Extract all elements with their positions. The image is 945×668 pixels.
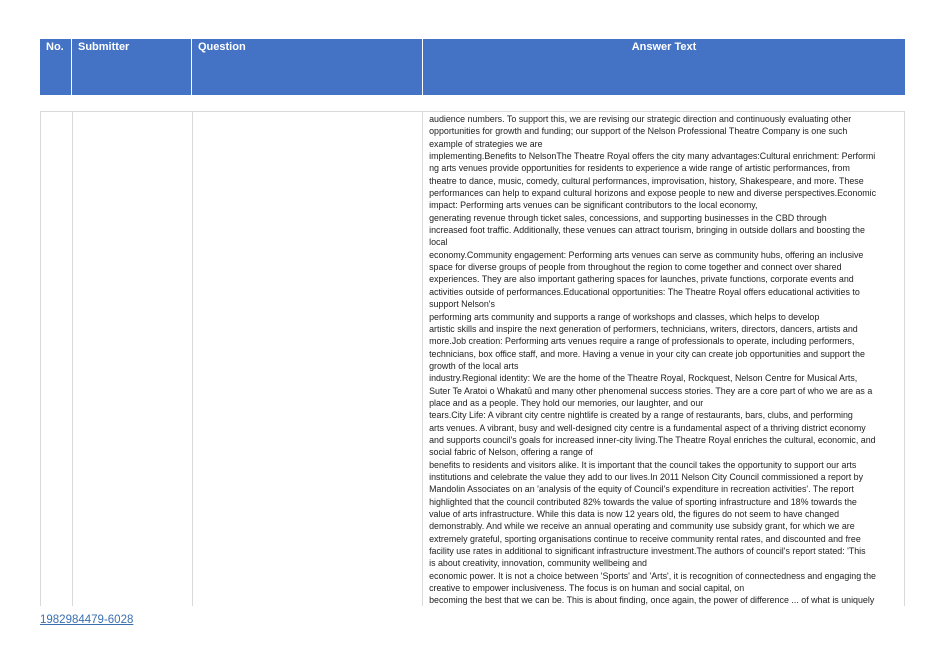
header-no: No. (40, 39, 72, 95)
header-question: Question (192, 39, 423, 95)
answer-text-line: institutions and celebrate the value they add to our lives.In 2011 Nelson City Council commissioned a report by (429, 471, 864, 482)
answer-text-line: example of strategies we are (429, 138, 543, 149)
cell-no (41, 112, 73, 606)
answer-text-line: local (429, 237, 448, 248)
answer-text-line: impact: Performing arts venues can be significant contributors to the local economy, (429, 200, 758, 211)
answer-text-line: Suter Te Aratoi o Whakatū and many other phenomenal success stories. They are a core part of who we are as a (429, 385, 873, 396)
answer-text-line: creative to empower inclusiveness. The focus is on human and social capital, on (429, 583, 745, 594)
answer-text-line: Mandolin Associates on an 'analysis of the equity of Council's expenditure in recreation activities'. The report (429, 484, 854, 495)
cell-submitter (73, 112, 193, 606)
header-submitter: Submitter (72, 39, 192, 95)
answer-text-line: social fabric of Nelson, offering a range of (429, 447, 593, 458)
answer-text-line: industry.Regional identity: We are the home of the Theatre Royal, Rockquest, Nelson Centre for Musical Arts, (429, 373, 858, 384)
answer-text-line: ng arts venues provide opportunities for residents to experience a wide range of artistic performances, from (429, 163, 850, 174)
answer-text-line: experiences. They are also important gathering spaces for launches, private functions, corporate events and (429, 274, 854, 285)
table-header (40, 39, 905, 95)
answer-text-line: economic power. It is not a choice between 'Sports' and 'Arts', it is recognition of connectedness and engaging the (429, 570, 876, 581)
answer-text-line: support Nelson's (429, 299, 495, 310)
answer-text-line: growth of the local arts (429, 360, 519, 371)
answer-text-line: benefits to residents and visitors alike. It is important that the council takes the opportunity to support our arts (429, 459, 857, 470)
table-row (40, 111, 905, 606)
answer-text-line: place and as a people. They hold our memories, our laughter, and our (429, 397, 704, 408)
answer-text-line: generating revenue through ticket sales, concessions, and supporting businesses in the CBD through (429, 212, 827, 223)
answer-text-line: technicians, box office staff, and more. Having a venue in your city can create job opportunities and support the (429, 348, 865, 359)
answer-text-line: performances can help to expand cultural horizons and expose people to new and diverse perspectives.Economic (429, 188, 877, 199)
answer-text-line: increased foot traffic. Additionally, these venues can attract tourism, bringing in outside dollars and boosting the (429, 225, 865, 236)
document-reference-link[interactable]: 1982984479-6028 (40, 614, 134, 626)
answer-text-line: performing arts community and supports a range of workshops and classes, which helps to develop (429, 311, 820, 322)
answer-text-line: value of arts infrastructure. While this data is now 12 years old, the figures do not seem to have changed (429, 509, 840, 519)
header-answer-text: Answer Text (631, 41, 697, 53)
answer-text-line: becoming the best that we can be. This is about finding, once again, the power of difference ... of what is uniquely (429, 595, 875, 606)
answer-text-line: audience numbers. To support this, we are revising our strategic direction and continuously evaluating other (429, 114, 852, 124)
answer-text-line: arts venues. A vibrant, busy and well-designed city centre is a fundamental aspect of a thriving district economy (429, 422, 866, 433)
answer-text-line: demonstrably. And while we receive an annual operating and community use subsidy grant, for which we are (429, 521, 855, 532)
answer-text-line: and supports council's goals for increased inner-city living.The Theatre Royal enriches the cultural, economic, and (429, 434, 876, 445)
answer-text-line: space for diverse groups of people from throughout the region to come together and connect over shared (429, 262, 842, 273)
answer-text-line: more.Job creation: Performing arts venues require a range of professionals to operate, including performers, (429, 336, 855, 347)
answer-text-line: highlighted that the council contributed 82% towards the value of sporting infrastructure and 18% towards the (429, 496, 857, 507)
answer-text-line: tears.City Life: A vibrant city centre nightlife is created by a range of restaurants, bars, clubs, and performing (429, 410, 853, 421)
answer-text-line: extremely grateful, sporting organisations continue to receive community rental rates, and discounted and free (429, 533, 861, 544)
cell-question (193, 112, 423, 606)
answer-text-line: economy.Community engagement: Performing arts venues can serve as community hubs, offering an inclusive (429, 249, 864, 260)
answer-text-line: theatre to dance, music, comedy, cultural performances, improvisation, history, Shakespeare, and more. These (429, 175, 864, 186)
cell-answer-text (423, 112, 904, 606)
answer-text-line: is about creativity, innovation, community wellbeing and (429, 558, 647, 569)
answer-text-line: facility use rates in additional to significant infrastructure investment.The authors of council's report stated: 'This (429, 546, 866, 557)
answer-text-line: implementing.Benefits to NelsonThe Theatre Royal offers the city many advantages:Cultural enrichment: Performi (429, 151, 876, 162)
answer-text-line: activities outside of performances.Educational opportunities: The Theatre Royal offers educational activities to (429, 286, 860, 297)
answer-text-line: artistic skills and inspire the next generation of performers, technicians, writers, directors, dancers, artists and (429, 323, 858, 334)
answer-text-line: opportunities for growth and funding; our support of the Nelson Professional Theatre Company is one such (429, 126, 848, 137)
